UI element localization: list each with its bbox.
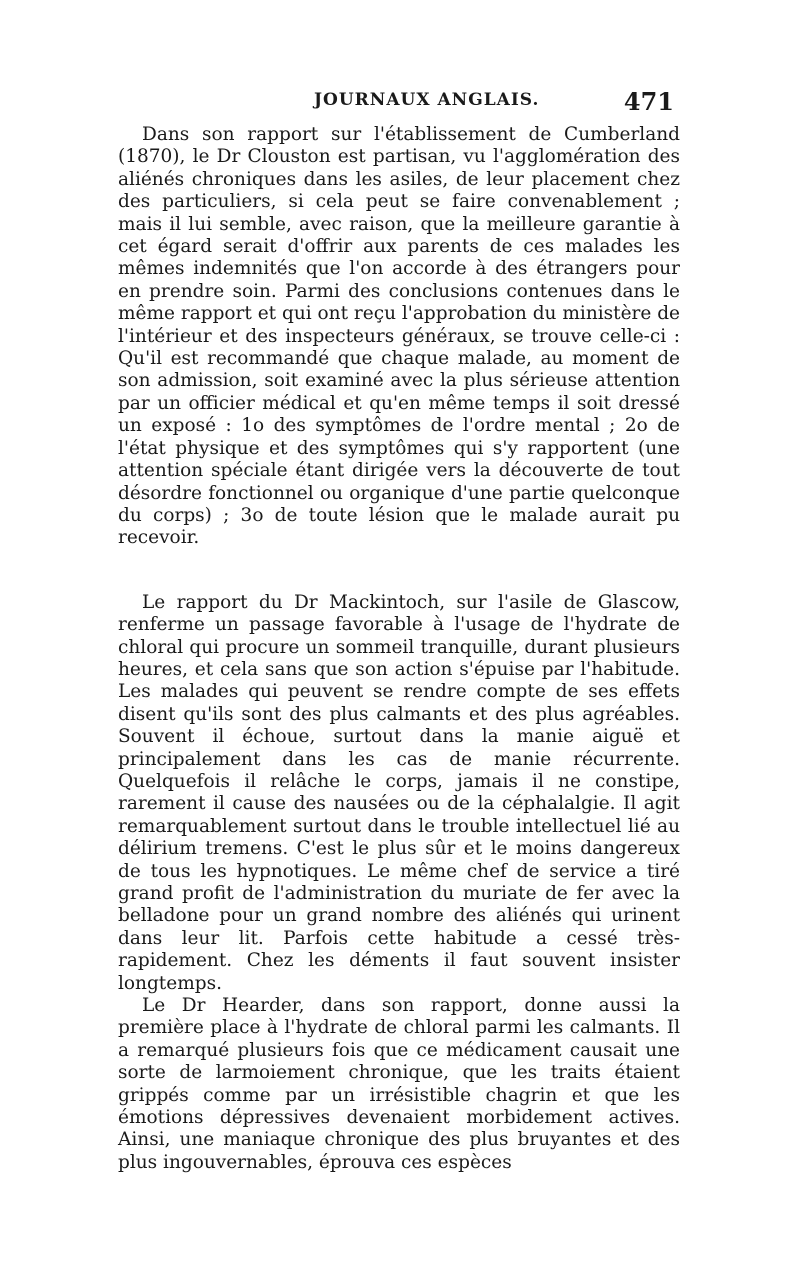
page-header [118,87,678,122]
page-number: 471 [623,87,674,116]
paragraph-cumberland-report: Dans son rapport sur l'établissement de Cumberland (1870), le Dr Clouston est partisan, vu l'agglomération des aliénés chroniques dans les asiles, de leur placement chez des particuliers, si cela peut se faire convenablement ; mais il lui semble, avec raison, que la meilleure garantie à cet égard serait d'offrir aux parents de ces malades les mêmes indemnités que l'on accorde à des étrangers pour en prendre soin. Parmi des conclusions contenues dans le même rapport et qui ont reçu l'approbation du ministère de l'intérieur et des inspecteurs généraux, se trouve celle-ci : Qu'il est recommandé que chaque malade, au moment de son admission, soit examiné avec la plus sérieuse attention par un officier médical et qu'en même temps il soit dressé un exposé : 1o des symptômes de l'ordre mental ; 2o de l'état physique et des symptômes qui s'y rapportent (une attention spéciale étant dirigée vers la découverte de tout désordre fonctionnel ou organique d'une partie quelconque du corps) ; 3o de toute lésion que le malade aurait pu recevoir. [118,124,680,549]
paragraph-mackintoch-report: Le rapport du Dr Mackintoch, sur l'asile de Glascow, renferme un passage favorable à l'usage de l'hydrate de chloral qui procure un sommeil tranquille, durant plusieurs heures, et cela sans que son action s'épuise par l'habitude. Les malades qui peuvent se rendre compte de ses effets disent qu'ils sont des plus calmants et des plus agréables. Souvent il échoue, surtout dans la manie aiguë et principalement dans les cas de manie récurrente. Quelquefois il relâche le corps, jamais il ne constipe, rarement il cause des nausées ou de la céphalalgie. Il agit remarquablement surtout dans le trouble intellectuel lié au délirium tremens. C'est le plus sûr et le moins dangereux de tous les hypnotiques. Le même chef de service a tiré grand profit de l'administration du muriate de fer avec la belladone pour un grand nombre des aliénés qui urinent dans leur lit. Parfois cette habitude a cessé très-rapidement. Chez les déments il faut souvent insister longtemps. [118,591,680,994]
paragraph-hearder-report: Le Dr Hearder, dans son rapport, donne aussi la première place à l'hydrate de chloral parmi les calmants. Il a remarqué plusieurs fois que ce médicament causait une sorte de larmoiement chronique, que les traits étaient grippés comme par un irrésistible chagrin et que les émotions dépressives devenaient morbidement actives. Ainsi, une maniaque chronique des plus bruyantes et des plus ingouvernables, éprouva ces espèces [118,995,680,1173]
running-title: JOURNAUX ANGLAIS. [314,90,540,110]
body-text [118,124,680,1174]
